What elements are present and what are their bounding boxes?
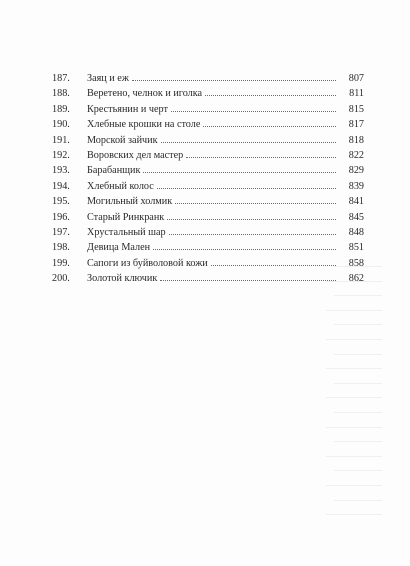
entry-number: 189. — [52, 103, 70, 115]
entry-page: 811 — [349, 88, 364, 100]
entry-number: 191. — [52, 134, 70, 146]
table-of-contents — [52, 71, 364, 286]
entry-title: Барабанщик — [87, 165, 141, 177]
toc-entry — [52, 133, 364, 148]
entry-title: Хрустальный шар — [87, 226, 166, 238]
entry-page: 822 — [348, 149, 364, 161]
entry-page: 818 — [348, 134, 364, 146]
entry-page: 858 — [348, 257, 364, 269]
entry-page: 839 — [348, 180, 364, 192]
entry-page: 848 — [348, 226, 364, 238]
entry-number: 188. — [52, 88, 70, 100]
toc-entry — [52, 71, 364, 86]
toc-entry — [52, 271, 364, 286]
entry-number: 190. — [52, 119, 70, 131]
dot-leader — [205, 95, 336, 96]
entry-page: 817 — [348, 119, 364, 131]
toc-entry — [52, 210, 364, 225]
entry-title: Старый Ринкранк — [87, 211, 165, 223]
dot-leader — [153, 249, 336, 250]
entry-title: Девица Мален — [87, 242, 151, 254]
entry-number: 194. — [52, 180, 70, 192]
dot-leader — [169, 234, 336, 235]
entry-page: 845 — [348, 211, 364, 223]
entry-title: Крестьянин и черт — [87, 103, 168, 115]
dot-leader — [167, 219, 336, 220]
entry-title: Золотой ключик — [87, 273, 158, 285]
toc-entry — [52, 86, 364, 101]
toc-entry — [52, 225, 364, 240]
dot-leader — [132, 80, 336, 81]
dot-leader — [161, 142, 336, 143]
toc-entry — [52, 256, 364, 271]
toc-entry — [52, 163, 364, 178]
entry-title: Могильный холмик — [87, 196, 173, 208]
toc-entry — [52, 179, 364, 194]
dot-leader — [175, 203, 336, 204]
dot-leader — [203, 126, 336, 127]
toc-entry — [52, 148, 364, 163]
entry-title: Веретено, челнок и иголка — [87, 88, 203, 100]
entry-number: 200. — [52, 273, 70, 285]
entry-number: 192. — [52, 149, 70, 161]
entry-page: 807 — [348, 73, 364, 84]
entry-number: 193. — [52, 165, 70, 177]
entry-title: Сапоги из буйволовой кожи — [87, 257, 208, 269]
toc-entry — [52, 240, 364, 255]
entry-title: Заяц и еж — [87, 73, 129, 84]
toc-entry — [52, 102, 364, 117]
dot-leader — [171, 111, 336, 112]
entry-page: 851 — [348, 242, 364, 254]
entry-number: 195. — [52, 196, 70, 208]
entry-number: 198. — [52, 242, 70, 254]
entry-number: 196. — [52, 211, 70, 223]
entry-page: 829 — [348, 165, 364, 177]
entry-number: 197. — [52, 226, 70, 238]
entry-page: 862 — [348, 273, 364, 285]
dot-leader — [160, 280, 336, 281]
dot-leader — [157, 188, 336, 189]
entry-number: 187. — [52, 73, 70, 84]
dot-leader — [143, 172, 336, 173]
entry-title: Морской зайчик — [87, 134, 158, 146]
dot-leader — [211, 265, 336, 266]
toc-entry — [52, 194, 364, 209]
reverse-side-bleed-through — [322, 266, 382, 529]
entry-title: Хлебный колос — [87, 180, 154, 192]
toc-entry — [52, 117, 364, 132]
entry-page: 841 — [348, 196, 364, 208]
entry-page: 815 — [348, 103, 364, 115]
entry-number: 199. — [52, 257, 70, 269]
entry-title: Воровских дел мастер — [87, 149, 184, 161]
entry-title: Хлебные крошки на столе — [87, 119, 201, 131]
dot-leader — [186, 157, 336, 158]
